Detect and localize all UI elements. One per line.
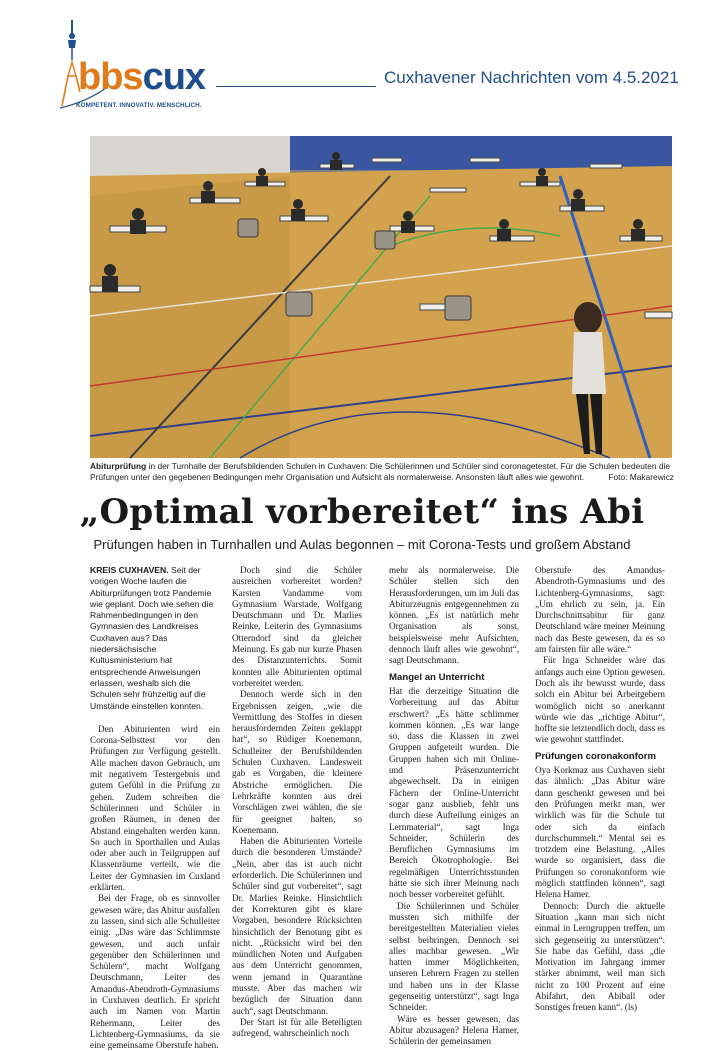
paragraph: Doch sind die Schüler ausreichen vorbereitet worden? Karsten Vandamme vom Gymnasium Warstade, Wolfgang Deutschmann und Dr. Marlies Reinke, Leiterin des Gymnasiums Otterndorf sind da gleicher Meinung. Es gab nur kurze Phasen des Distanzunterrichts. Somit konnten alle Abiturienten optimal vorbereitet werden. [232,565,362,688]
paragraph: Wäre es besser gewesen, das Abitur abzusagen? Helena Hamer, Schülerin der gemeinsamen [389,1013,519,1047]
header-rule [216,86,376,87]
paragraph: mehr als normalerweise. Die Schüler stellen sich den Herausforderungen, um im Juli das Abiturzeugnis entgegennehmen zu können. „Es ist natürlich mehr Organisation als sonst, beispielsweise mehr Aufsichten, dennoch läuft alles wie gewohnt“, sagt Deutschmann. [389,565,519,666]
caption-text: in der Turnhalle der Berufsbildenden Schulen in Cuxhaven: Die Schülerinnen und Schüler sind coronagetestet. Für die Schulen bedeuten die Prüfungen unter den gegebenen Bedingungen mehr Organisation und Aufsicht als normalerweise. Ansonsten läuft alles wie gewohnt. [90,461,671,482]
photo-credit: Foto: Makarewicz [608,472,674,482]
paragraph: Die Schülerinnen und Schüler mussten sich mithilfe der bereitgestellten Materialien vieles selbst beibringen. Dennoch sei alles machbar gewesen. „Wir hatten immer Möglichkeiten, unseren Lehrern Fragen zu stellen und haben uns in der Klasse gegenseitig unterstützt“, sagt Inga Schneider. [389,900,519,1013]
lead-place: KREIS CUXHAVEN. [90,565,169,575]
newspaper-source: Cuxhavener Nachrichten vom 4.5.2021 [384,68,679,87]
logo-wordmark: bbscux [78,56,206,98]
paragraph: Dennoch: Durch die aktuelle Situation „kann man sich nicht einmal in Lerngruppen treffen, um sich gegenseitig zu unterstützen“. Sie habe das Gefühl, dass „die Motivation im Jahrgang immer stärker abnimmt, weil man sich nicht zu 100 Prozent auf eine Abifahrt, den Abiball oder Sonstiges freuen kann“. (ls) [535,900,665,1013]
logo-tagline: KOMPETENT. INNOVATIV. MENSCHLICH. [76,102,202,109]
bbscux-logo [46,18,236,108]
paragraph: Oberstufe des Amandus-Abendroth-Gymnasiums und des Lichtenberg-Gymnasiums, sagt: „Um ehrlich zu sein, ja. Ein Durchschnittsabitur für ganz Deutschland wäre meiner Meinung nach das Beste gewesen, da es so am fairsten für alle wäre.“ [535,565,665,655]
paragraph: Den Abiturienten wird ein Corona-Selbsttest vor den Prüfungen zur Verfügung gestellt. Alle machen davon Gebrauch, um mit negativem Testergebnis und gutem Gefühl in die Prüfung zu gehen. Zudem schreiben die Schülerinnen und Schüler in großen Räumen, in denen der Abstand eingehalten werden kann. So auch in Sporthallen und Aulas oder aber auch in Teilgruppen auf Klassenräume verteilt, wie die Leiter der Gymnasien im Cuxland erklärten. [90,723,220,893]
paragraph: Für Inga Schneider wäre das anfangs auch eine Option gewesen. Doch als ihr bewusst wurde, dass solch ein Abitur bei Arbeitgebern womöglich nicht so anerkannt würde wie das „richtige Abitur“, hoffte sie letztendlich doch, dass es wie gewohnt stattfindet. [535,655,665,745]
paragraph: Der Start ist für alle Beteiligten aufregend, wahrscheinlich noch [232,1016,362,1039]
subheading-mangel: Mangel an Unterricht [389,671,485,683]
article-column-2 [232,565,362,1039]
paragraph: Hat die derzeitige Situation die Vorbereitung auf das Abitur erschwert? „Es hätte schlimmer kommen können. „Es war lange so, dass die Klassen in zwei Gruppen aufgeteilt wurden. Die Gruppen haben sich mit Online- und Präsenzunterricht abgewechselt. Da in einigen Fächern der Online-Unterricht sogar ganz ausblieb, fehlt uns durch diese Aufteilung einiges an Lernmaterial“, sagt Inga Schneider, Schülerin des Beruflichen Gymnasiums im Bereich Ökotrophologie. Bei regelmäßigen Unterrichtsstunden hätte sie sich ihrer Meinung nach noch besser vorbereitet gefühlt. [389,685,519,900]
paragraph: Bei der Frage, ob es sinnvoller gewesen wäre, das Abitur ausfallen zu lassen, sind sich alle Schulleiter einig. „Das wäre das Schlimmste gewesen, und auch unfair gegenüber den Schülerinnen und Schülern“, macht Wolfgang Deutschmann, Leiter des Amandus-Abendroth-Gymnasiums in Cuxhaven deutlich. Er spricht auch im Namen von Martin Rehermann, Leiter des Lichtenberg-Gymnasiums, da sie eine gemeinsame Oberstufe haben. [90,893,220,1051]
paragraph: Haben die Abiturienten Vorteile durch die besonderen Umstände? „Nein, aber das ist auch nicht erforderlich. Die Schülerinnen und Schüler sind gut vorbereitet“, sagt Dr. Marlies Reinke. Hinsichtlich der Korrekturen gibt es klare Vorgaben, besondere Rücksichten hinsichtlich der Benotung gibt es nicht. „Rücksicht wird bei den mündlichen Noten und Aufgaben aus dem Unterricht genommen, wenn jemand in Quarantäne musste. Aber das machen wir bezüglich der Situation dann auch“, sagt Deutschmann. [232,836,362,1016]
article-headline: „Optimal vorbereitet“ ins Abi [79,492,645,532]
photo-caption [90,461,674,483]
gym-exam-photo [90,136,672,458]
paragraph: Dennoch werde sich in den Ergebnissen zeigen, „wie die Vermittlung des Stoffes in diesen herausfordernden Zeiten geklappt hat“, so Rüdiger Koenemann, Schulleiter der Berufsbildenden Schulen Cuxhaven. Landesweit gab es Vorgaben, die kleinere Abstriche ermöglichen. Die Lehrkräfte konnten aus drei Vorschlägen zwei wählen, die sie für geeignet halten, so Koenemann. [232,689,362,835]
article-column-3 [389,565,519,1047]
article-photo [90,136,672,458]
article-subheadline: Prüfungen haben in Turnhallen und Aulas begonnen – mit Corona-Tests und großem Abstand [93,537,631,552]
subheading-pruefungen: Prüfungen coronakonform [535,750,656,762]
paragraph: Oya Korkmaz aus Cuxhaven sieht das ähnlich: „Das Abitur wäre dann geschenkt gewesen und bei den Prüfungen merkt man, wer wirklich was für die Schule tut oder sich da einfach durchschummelt.“ Mental sei es trotzdem eine Belastung. „Alles wurde so organisiert, dass die Prüfungen so coronakonform wie möglich stattfinden können“, sagt Helena Hamer. [535,765,665,900]
article-column-4 [535,565,665,1014]
article-column-1 [90,565,220,1051]
article-lead [90,565,220,712]
lead-text: Seit der vorigen Woche laufen die Abiturprüfungen trotz Pandemie wie geplant. Doch wie sehen die Rahmenbedingungen in den Gymnasien des Landkreises Cuxhaven aus? Das niedersächsische Kultusministerium hat entsprechende Anweisungen erlassen, weshalb sich die Schulen sehr frühzeitig auf die Umstände einstellen konnten. [90,565,214,711]
caption-bold: Abiturprüfung [90,461,147,471]
